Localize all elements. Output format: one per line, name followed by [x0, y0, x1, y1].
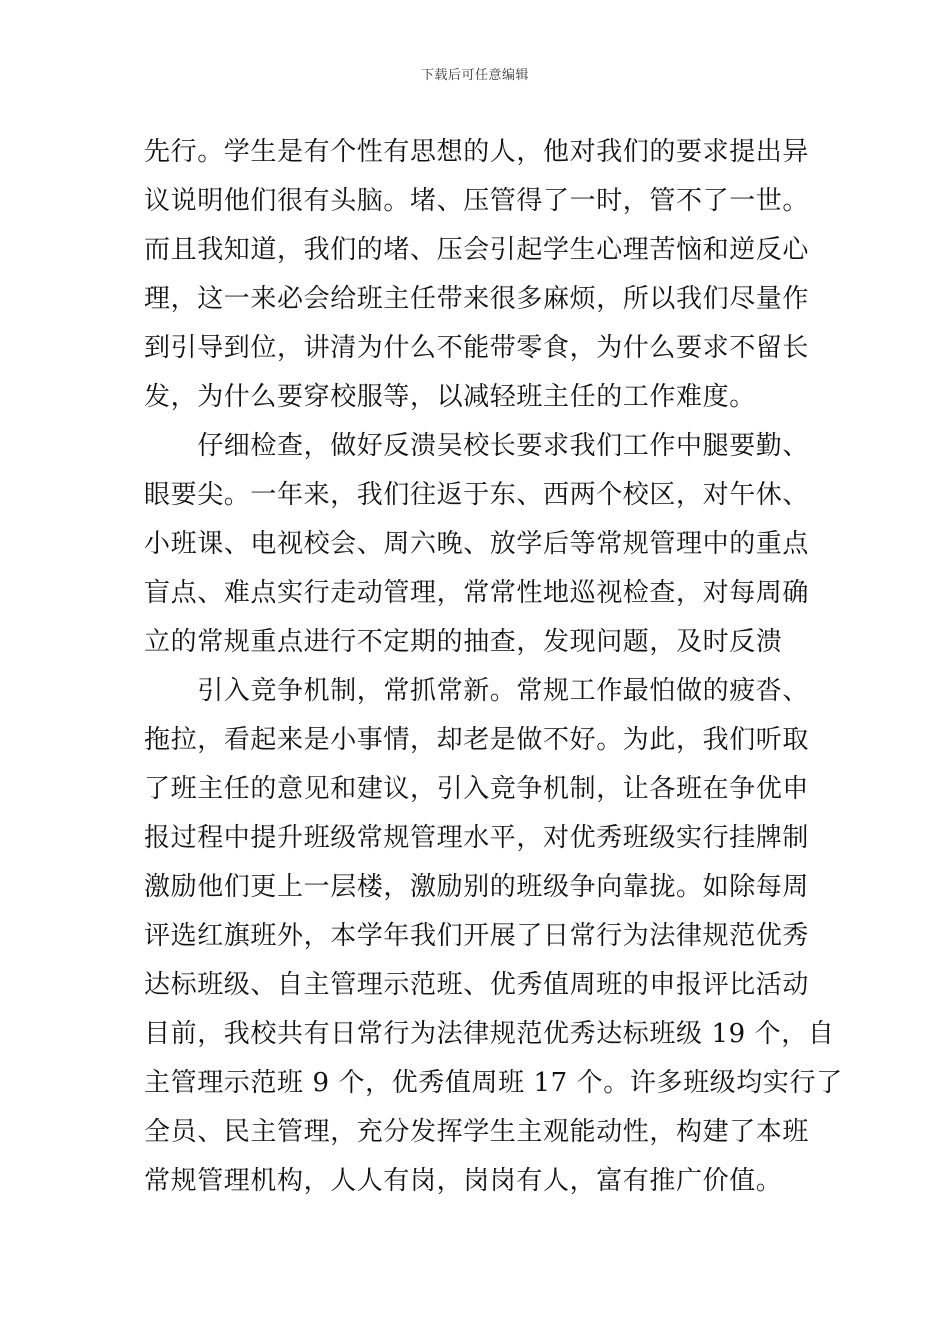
text-line: 立的常规重点进行不定期的抽查，发现问题，及时反溃: [144, 627, 783, 657]
text-line: 发，为什么要穿校服等，以减轻班主任的工作难度。: [144, 382, 756, 412]
text-line: 盲点、难点实行走动管理，常常性地巡视检查，对每周确: [144, 578, 810, 608]
text-line: 而且我知道，我们的堵、压会引起学生心理苦恼和逆反心: [144, 235, 810, 265]
text-line: 小班课、电视校会、周六晚、放学后等常规管理中的重点: [144, 529, 810, 559]
text-line: 到引导到位，讲清为什么不能带零食，为什么要求不留长: [144, 333, 810, 363]
paragraph-2: [144, 422, 808, 667]
text-line: 议说明他们很有头脑。堵、压管得了一时，管不了一世。: [144, 186, 810, 216]
text-line: 了班主任的意见和建议，引入竞争机制，让各班在争优申: [144, 774, 810, 804]
text-line: 引入竞争机制，常抓常新。常规工作最怕做的疲沓、: [144, 676, 810, 706]
page-header: 下载后可任意编辑: [420, 68, 529, 83]
text-line: 主管理示范班 9 个，优秀值周班 17 个。许多班级均实行了: [144, 1068, 843, 1098]
text-line: 评选红旗班外，本学年我们开展了日常行为法律规范优秀: [144, 921, 810, 951]
text-line: 眼要尖。一年来，我们往返于东、西两个校区，对午休、: [144, 480, 810, 510]
text-line: 目前，我校共有日常行为法律规范优秀达标班级 19 个，自: [144, 1019, 835, 1049]
text-line: 拖拉，看起来是小事情，却老是做不好。为此，我们听取: [144, 725, 810, 755]
document-body: [144, 128, 843, 1206]
text-line: 常规管理机构，人人有岗，岗岗有人，富有推广价值。: [144, 1166, 783, 1196]
text-line: 全员、民主管理，充分发挥学生主观能动性，构建了本班: [144, 1117, 810, 1147]
paragraph-1: [144, 128, 808, 422]
text-line: 报过程中提升班级常规管理水平，对优秀班级实行挂牌制: [144, 823, 810, 853]
text-line: 理，这一来必会给班主任带来很多麻烦，所以我们尽量作: [144, 284, 810, 314]
text-line: 达标班级、自主管理示范班、优秀值周班的申报评比活动: [144, 970, 810, 1000]
paragraph-3: [144, 667, 843, 1206]
text-line: 激励他们更上一层楼，激励别的班级争向靠拢。如除每周: [144, 872, 810, 902]
text-line: 仔细检查，做好反溃吴校长要求我们工作中腿要勤、: [144, 431, 810, 461]
text-line: 先行。学生是有个性有思想的人，他对我们的要求提出异: [144, 137, 810, 167]
